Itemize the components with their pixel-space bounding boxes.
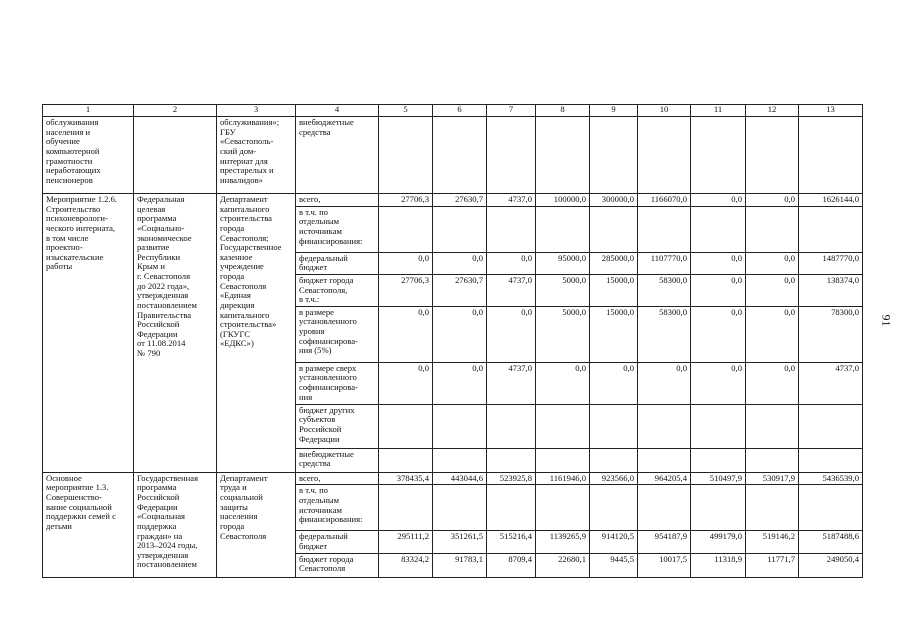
- value-cell: 0,0: [487, 252, 536, 274]
- column-header: 6: [433, 105, 487, 117]
- funding-source: бюджет других субъектов Российской Федерации: [296, 404, 379, 448]
- value-cell: 0,0: [638, 362, 691, 404]
- value-cell: 0,0: [746, 362, 799, 404]
- value-cell: [433, 485, 487, 531]
- column-header: 8: [536, 105, 590, 117]
- value-cell: [433, 117, 487, 194]
- value-cell: 5000,0: [536, 306, 590, 362]
- value-cell: 10017,5: [638, 553, 691, 577]
- value-cell: 285000,0: [590, 252, 638, 274]
- value-cell: 0,0: [379, 252, 433, 274]
- value-cell: [433, 404, 487, 448]
- responsible-executor: обслуживания»; ГБУ «Севастополь- ский дом- интернат для престарелых и инвалидов»: [217, 117, 296, 194]
- value-cell: 0,0: [590, 362, 638, 404]
- value-cell: [536, 117, 590, 194]
- value-cell: 530917,9: [746, 472, 799, 485]
- value-cell: 15000,0: [590, 306, 638, 362]
- value-cell: [487, 448, 536, 472]
- column-header: 3: [217, 105, 296, 117]
- value-cell: [746, 404, 799, 448]
- value-cell: [590, 206, 638, 252]
- funding-source: бюджет города Севастополя: [296, 553, 379, 577]
- funding-source: бюджет города Севастополя, в т.ч.:: [296, 274, 379, 306]
- value-cell: 58300,0: [638, 306, 691, 362]
- value-cell: 964205,4: [638, 472, 691, 485]
- value-cell: [746, 485, 799, 531]
- column-header: 2: [134, 105, 217, 117]
- value-cell: 1626144,0: [799, 194, 863, 207]
- value-cell: [590, 117, 638, 194]
- value-cell: [536, 448, 590, 472]
- column-header: 9: [590, 105, 638, 117]
- funding-source: всего,: [296, 472, 379, 485]
- header-row: [43, 105, 863, 117]
- value-cell: 914120,5: [590, 531, 638, 553]
- value-cell: [379, 485, 433, 531]
- value-cell: 378435,4: [379, 472, 433, 485]
- value-cell: 519146,2: [746, 531, 799, 553]
- value-cell: [487, 485, 536, 531]
- value-cell: [638, 117, 691, 194]
- activity-name: Основное мероприятие 1.3. Совершенство- вание социальной поддержки семей с детьми: [43, 472, 134, 577]
- value-cell: 0,0: [379, 362, 433, 404]
- column-header: 7: [487, 105, 536, 117]
- value-cell: [691, 448, 746, 472]
- value-cell: 4737,0: [487, 194, 536, 207]
- value-cell: [746, 448, 799, 472]
- value-cell: 0,0: [433, 362, 487, 404]
- value-cell: 0,0: [433, 306, 487, 362]
- value-cell: [799, 485, 863, 531]
- value-cell: 0,0: [487, 306, 536, 362]
- value-cell: [590, 404, 638, 448]
- value-cell: [691, 485, 746, 531]
- value-cell: 523925,8: [487, 472, 536, 485]
- value-cell: [487, 117, 536, 194]
- value-cell: 27630,7: [433, 274, 487, 306]
- value-cell: 11771,7: [746, 553, 799, 577]
- value-cell: 1107770,0: [638, 252, 691, 274]
- funding-source: в размере сверх установленного софинансирова- ния: [296, 362, 379, 404]
- value-cell: 249050,4: [799, 553, 863, 577]
- value-cell: 0,0: [691, 362, 746, 404]
- value-cell: [746, 206, 799, 252]
- value-cell: [379, 117, 433, 194]
- value-cell: [590, 448, 638, 472]
- funding-source: всего,: [296, 194, 379, 207]
- value-cell: 0,0: [433, 252, 487, 274]
- column-header: 5: [379, 105, 433, 117]
- value-cell: 300000,0: [590, 194, 638, 207]
- value-cell: 58300,0: [638, 274, 691, 306]
- funding-source: внебюджетные средства: [296, 117, 379, 194]
- value-cell: 443044,6: [433, 472, 487, 485]
- column-header: 11: [691, 105, 746, 117]
- column-header: 10: [638, 105, 691, 117]
- value-cell: 95000,0: [536, 252, 590, 274]
- column-header: 1: [43, 105, 134, 117]
- value-cell: 0,0: [691, 306, 746, 362]
- column-header: 13: [799, 105, 863, 117]
- value-cell: [379, 448, 433, 472]
- value-cell: 27630,7: [433, 194, 487, 207]
- value-cell: [590, 485, 638, 531]
- table-row: [43, 472, 863, 485]
- table-row: [43, 194, 863, 207]
- value-cell: [536, 206, 590, 252]
- value-cell: 0,0: [691, 252, 746, 274]
- value-cell: 515216,4: [487, 531, 536, 553]
- value-cell: [638, 448, 691, 472]
- value-cell: 15000,0: [590, 274, 638, 306]
- value-cell: 0,0: [379, 306, 433, 362]
- value-cell: [638, 404, 691, 448]
- value-cell: 4737,0: [487, 362, 536, 404]
- funding-source: в т.ч. по отдельным источникам финансирования:: [296, 485, 379, 531]
- funding-source: федеральный бюджет: [296, 252, 379, 274]
- value-cell: 138374,0: [799, 274, 863, 306]
- value-cell: 5187488,6: [799, 531, 863, 553]
- value-cell: 499179,0: [691, 531, 746, 553]
- value-cell: [799, 206, 863, 252]
- value-cell: 78300,0: [799, 306, 863, 362]
- value-cell: 1161946,0: [536, 472, 590, 485]
- activity-name: Мероприятие 1.2.6. Строительство психоневрологи- ческого интерната, в том числе проектно- изыскательские работы: [43, 194, 134, 473]
- value-cell: [799, 117, 863, 194]
- responsible-executor: Департамент капитального строительства города Севастополя; Государственное казенное учреждение города Севастополя «Единая дирекция капитального строительства» (ГКУГС «ЕДКС»): [217, 194, 296, 473]
- value-cell: 0,0: [746, 252, 799, 274]
- value-cell: 923566,0: [590, 472, 638, 485]
- value-cell: 83324,2: [379, 553, 433, 577]
- value-cell: 1166070,0: [638, 194, 691, 207]
- value-cell: 295111,2: [379, 531, 433, 553]
- value-cell: 510497,9: [691, 472, 746, 485]
- program-name: [134, 117, 217, 194]
- value-cell: 1139265,9: [536, 531, 590, 553]
- value-cell: [638, 206, 691, 252]
- value-cell: [638, 485, 691, 531]
- value-cell: 11318,9: [691, 553, 746, 577]
- value-cell: [487, 206, 536, 252]
- value-cell: 954187,9: [638, 531, 691, 553]
- value-cell: [487, 404, 536, 448]
- value-cell: 4737,0: [799, 362, 863, 404]
- value-cell: [433, 448, 487, 472]
- value-cell: 0,0: [691, 194, 746, 207]
- column-header: 4: [296, 105, 379, 117]
- value-cell: 0,0: [746, 194, 799, 207]
- value-cell: 22680,1: [536, 553, 590, 577]
- table-row: [43, 117, 863, 194]
- funding-source: внебюджетные средства: [296, 448, 379, 472]
- funding-source: в размере установленного уровня софинансирова- ния (5%): [296, 306, 379, 362]
- value-cell: 100000,0: [536, 194, 590, 207]
- value-cell: 0,0: [536, 362, 590, 404]
- value-cell: [691, 404, 746, 448]
- value-cell: 0,0: [746, 306, 799, 362]
- value-cell: [379, 206, 433, 252]
- funding-source: федеральный бюджет: [296, 531, 379, 553]
- value-cell: 4737,0: [487, 274, 536, 306]
- value-cell: [799, 448, 863, 472]
- column-header: 12: [746, 105, 799, 117]
- value-cell: [691, 206, 746, 252]
- value-cell: [746, 117, 799, 194]
- value-cell: 351261,5: [433, 531, 487, 553]
- program-name: Федеральная целевая программа «Социально- экономическое развитие Республики Крым и г. Севастополя до 2022 года», утвержденная постановлением Правительства Российской Федерации от 11.08.2014 № 790: [134, 194, 217, 473]
- responsible-executor: Департамент труда и социальной защиты населения города Севастополя: [217, 472, 296, 577]
- value-cell: 1487770,0: [799, 252, 863, 274]
- program-funding-table: [42, 104, 863, 578]
- value-cell: [691, 117, 746, 194]
- page-number: 91: [879, 314, 894, 327]
- value-cell: [799, 404, 863, 448]
- value-cell: 5000,0: [536, 274, 590, 306]
- value-cell: 91783,1: [433, 553, 487, 577]
- value-cell: 0,0: [746, 274, 799, 306]
- value-cell: [536, 404, 590, 448]
- value-cell: 8709,4: [487, 553, 536, 577]
- value-cell: 27706,3: [379, 194, 433, 207]
- value-cell: 27706,3: [379, 274, 433, 306]
- funding-source: в т.ч. по отдельным источникам финансирования:: [296, 206, 379, 252]
- value-cell: 5436539,0: [799, 472, 863, 485]
- value-cell: [433, 206, 487, 252]
- value-cell: [379, 404, 433, 448]
- value-cell: [536, 485, 590, 531]
- value-cell: 9445,5: [590, 553, 638, 577]
- activity-name: обслуживания населения и обучение компьютерной грамотности неработающих пенсионеров: [43, 117, 134, 194]
- value-cell: 0,0: [691, 274, 746, 306]
- program-name: Государственная программа Российской Федерации «Социальная поддержка граждан» на 2013–2024 годы, утвержденная постановлением: [134, 472, 217, 577]
